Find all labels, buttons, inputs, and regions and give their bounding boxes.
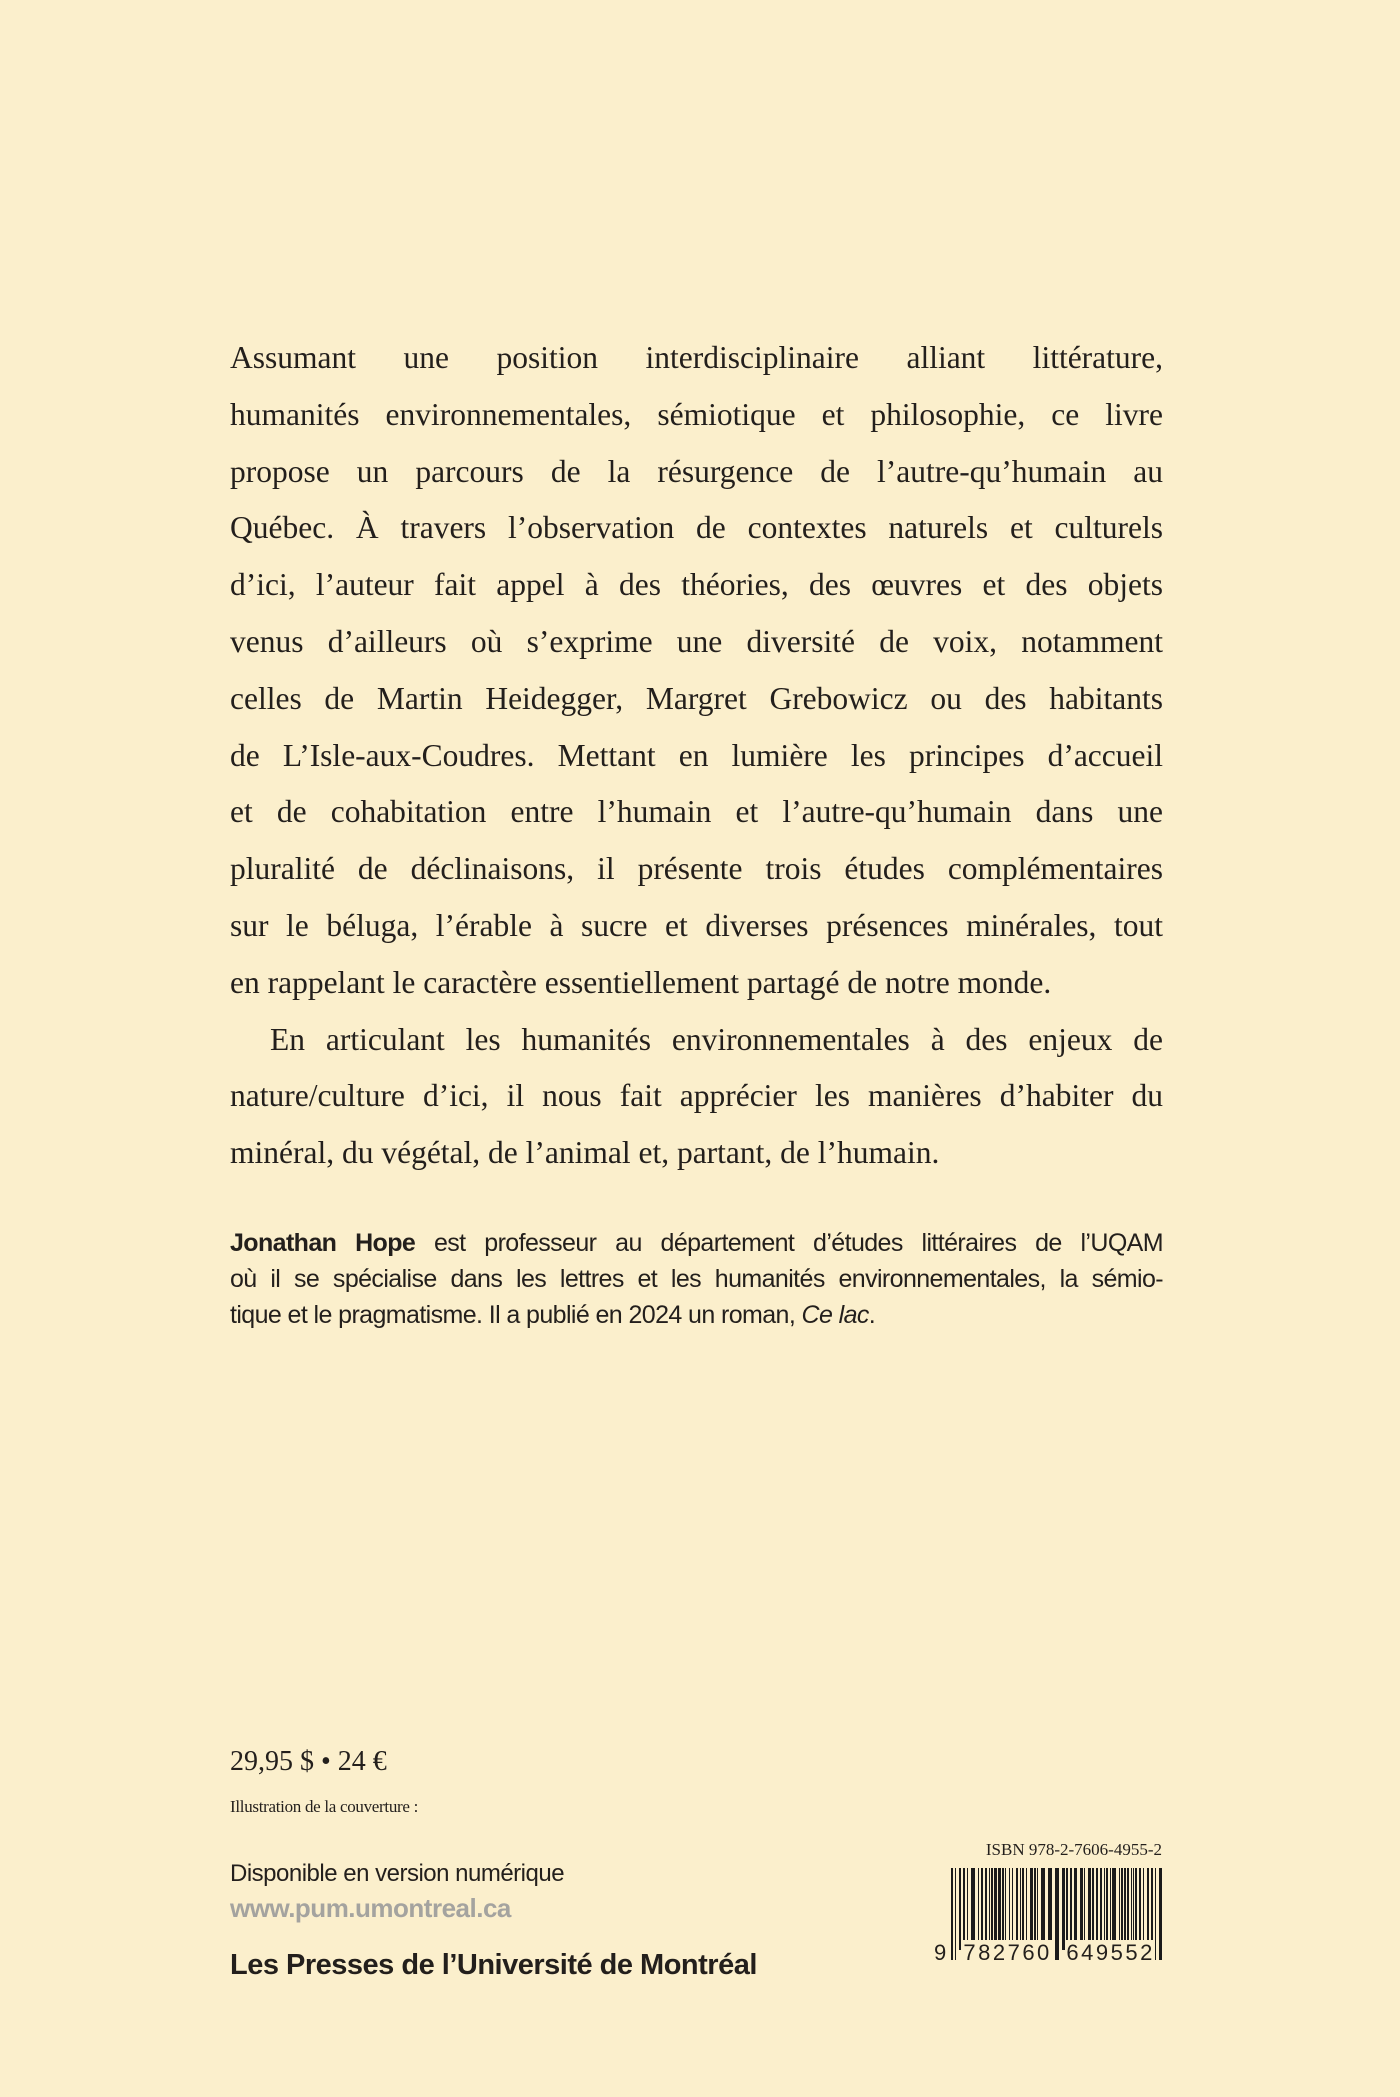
illustration-credit: Illustration de la couverture : xyxy=(230,1797,419,1816)
barcode-bar xyxy=(1143,1868,1144,1950)
barcode-bar xyxy=(1110,1868,1111,1950)
blurb-line: humanités environnementales, sémiotique et philosophie, ce livre xyxy=(230,396,1163,432)
barcode-bar xyxy=(1020,1868,1021,1950)
blurb-line: sur le béluga, l’érable à sucre et diverses présences minérales, tout xyxy=(230,907,1163,943)
barcode-bar xyxy=(1133,1868,1134,1950)
barcode-bar xyxy=(1139,1868,1141,1950)
blurb-paragraph-1 xyxy=(230,330,1163,1012)
blurb-line: en rappelant le caractère essentiellement partagé de notre monde. xyxy=(230,964,1052,1000)
barcode-bar xyxy=(1009,1868,1010,1950)
blurb-line: venus d’ailleurs où s’exprime une diversité de voix, notamment xyxy=(230,623,1163,659)
barcode-bar xyxy=(1151,1868,1153,1950)
barcode-bar xyxy=(989,1868,990,1950)
barcode-bar xyxy=(1096,1868,1098,1950)
barcode-bar xyxy=(971,1868,975,1950)
blurb-line: En articulant les humanités environnementales à des enjeux de xyxy=(270,1021,1163,1057)
author-bio xyxy=(230,1225,1163,1333)
barcode-bar xyxy=(1070,1868,1072,1950)
blurb-line: d’ici, l’auteur fait appel à des théories, des œuvres et des objets xyxy=(230,567,1163,603)
price: 29,95 $ • 24 € xyxy=(230,1746,387,1777)
barcode-bar xyxy=(959,1868,961,1950)
blurb-line: nature/culture d’ici, il nous fait apprécier les manières d’habiter du xyxy=(230,1078,1163,1114)
barcode-bar xyxy=(1030,1868,1033,1950)
blurb-line: propose un parcours de la résurgence de l’autre-qu’humain au xyxy=(230,453,1163,489)
barcode-bar xyxy=(1084,1868,1085,1950)
bio-text: où il se spécialise dans les lettres et les humanités environnementales, la sémio- xyxy=(230,1265,1163,1293)
barcode-bar xyxy=(1106,1868,1108,1950)
barcode-bar xyxy=(994,1868,997,1950)
bio-text: est professeur au département d’études littéraires de l’UQAM xyxy=(415,1229,1163,1257)
blurb-line: pluralité de déclinaisons, il présente trois études complémentaires xyxy=(230,851,1163,887)
barcode-bar xyxy=(1135,1868,1137,1950)
barcode-bar xyxy=(1026,1868,1027,1950)
barcode-bar xyxy=(1119,1868,1120,1950)
barcode-bar xyxy=(1092,1868,1094,1950)
blurb-line: de L’Isle-aux-Coudres. Mettant en lumière les principes d’accueil xyxy=(230,737,1163,773)
barcode-bar xyxy=(1088,1868,1091,1950)
barcode-bar xyxy=(1022,1868,1024,1950)
barcode-bar xyxy=(985,1868,987,1950)
barcode-bar xyxy=(1131,1868,1132,1950)
barcode-bar xyxy=(978,1868,979,1950)
barcode-bar xyxy=(981,1868,983,1950)
barcode-bar xyxy=(1121,1868,1123,1950)
barcode-digits-right: 649552 xyxy=(1066,1940,1155,1965)
website-link[interactable]: www.pum.umontreal.ca xyxy=(230,1893,511,1923)
barcode-bar xyxy=(1066,1868,1068,1950)
barcode-bar xyxy=(1147,1868,1149,1950)
blurb-line: celles de Martin Heidegger, Margret Grebowicz ou des habitants xyxy=(230,680,1163,716)
barcode-bar xyxy=(1037,1868,1038,1950)
blurb-line: Assumant une position interdisciplinaire alliant littérature, xyxy=(230,340,1163,375)
isbn: ISBN 978-2-7606-4955-2 xyxy=(985,1840,1162,1859)
barcode-digit-first: 9 xyxy=(934,1940,949,1965)
barcode xyxy=(951,1868,1162,1950)
barcode-bar xyxy=(1012,1868,1013,1950)
digital-availability: Disponible en version numérique xyxy=(230,1860,565,1887)
barcode-digits xyxy=(934,1940,1164,1966)
barcode-bar xyxy=(998,1868,1001,1950)
barcode-bar xyxy=(1100,1868,1102,1950)
barcode-bar xyxy=(1034,1868,1036,1950)
blurb-line: Québec. À travers l’observation de contextes naturels et culturels xyxy=(230,510,1163,546)
blurb-line: et de cohabitation entre l’humain et l’autre-qu’humain dans une xyxy=(230,794,1163,830)
barcode-bar xyxy=(1112,1868,1116,1950)
bio-text: . xyxy=(868,1301,876,1329)
barcode-bar xyxy=(1048,1868,1052,1950)
barcode-bar xyxy=(1016,1868,1018,1950)
barcode-bar xyxy=(963,1868,965,1950)
barcode-bar xyxy=(1002,1868,1004,1950)
back-cover-blurb xyxy=(230,330,1163,1182)
blurb-line: minéral, du végétal, de l’animal et, partant, de l’humain. xyxy=(230,1135,940,1171)
book-title: Ce lac xyxy=(801,1301,869,1329)
barcode-bar xyxy=(967,1868,968,1950)
barcode-bar xyxy=(1005,1868,1006,1950)
author-name: Jonathan Hope xyxy=(230,1229,416,1257)
barcode-digits-left: 782760 xyxy=(963,1940,1052,1965)
barcode-bar xyxy=(1080,1868,1083,1950)
publisher-name: Les Presses de l’Université de Montréal xyxy=(230,1949,757,1981)
barcode-bar xyxy=(1062,1868,1065,1950)
barcode-bar xyxy=(1124,1868,1126,1950)
barcode-bar xyxy=(991,1868,993,1950)
barcode-bar xyxy=(1127,1868,1129,1950)
barcode-bar xyxy=(1104,1868,1105,1950)
barcode-bar xyxy=(1074,1868,1077,1950)
blurb-paragraph-2 xyxy=(230,1012,1163,1182)
bio-text: tique et le pragmatisme. Il a publié en 2024 un roman, xyxy=(230,1301,802,1329)
barcode-bar xyxy=(1041,1868,1045,1950)
